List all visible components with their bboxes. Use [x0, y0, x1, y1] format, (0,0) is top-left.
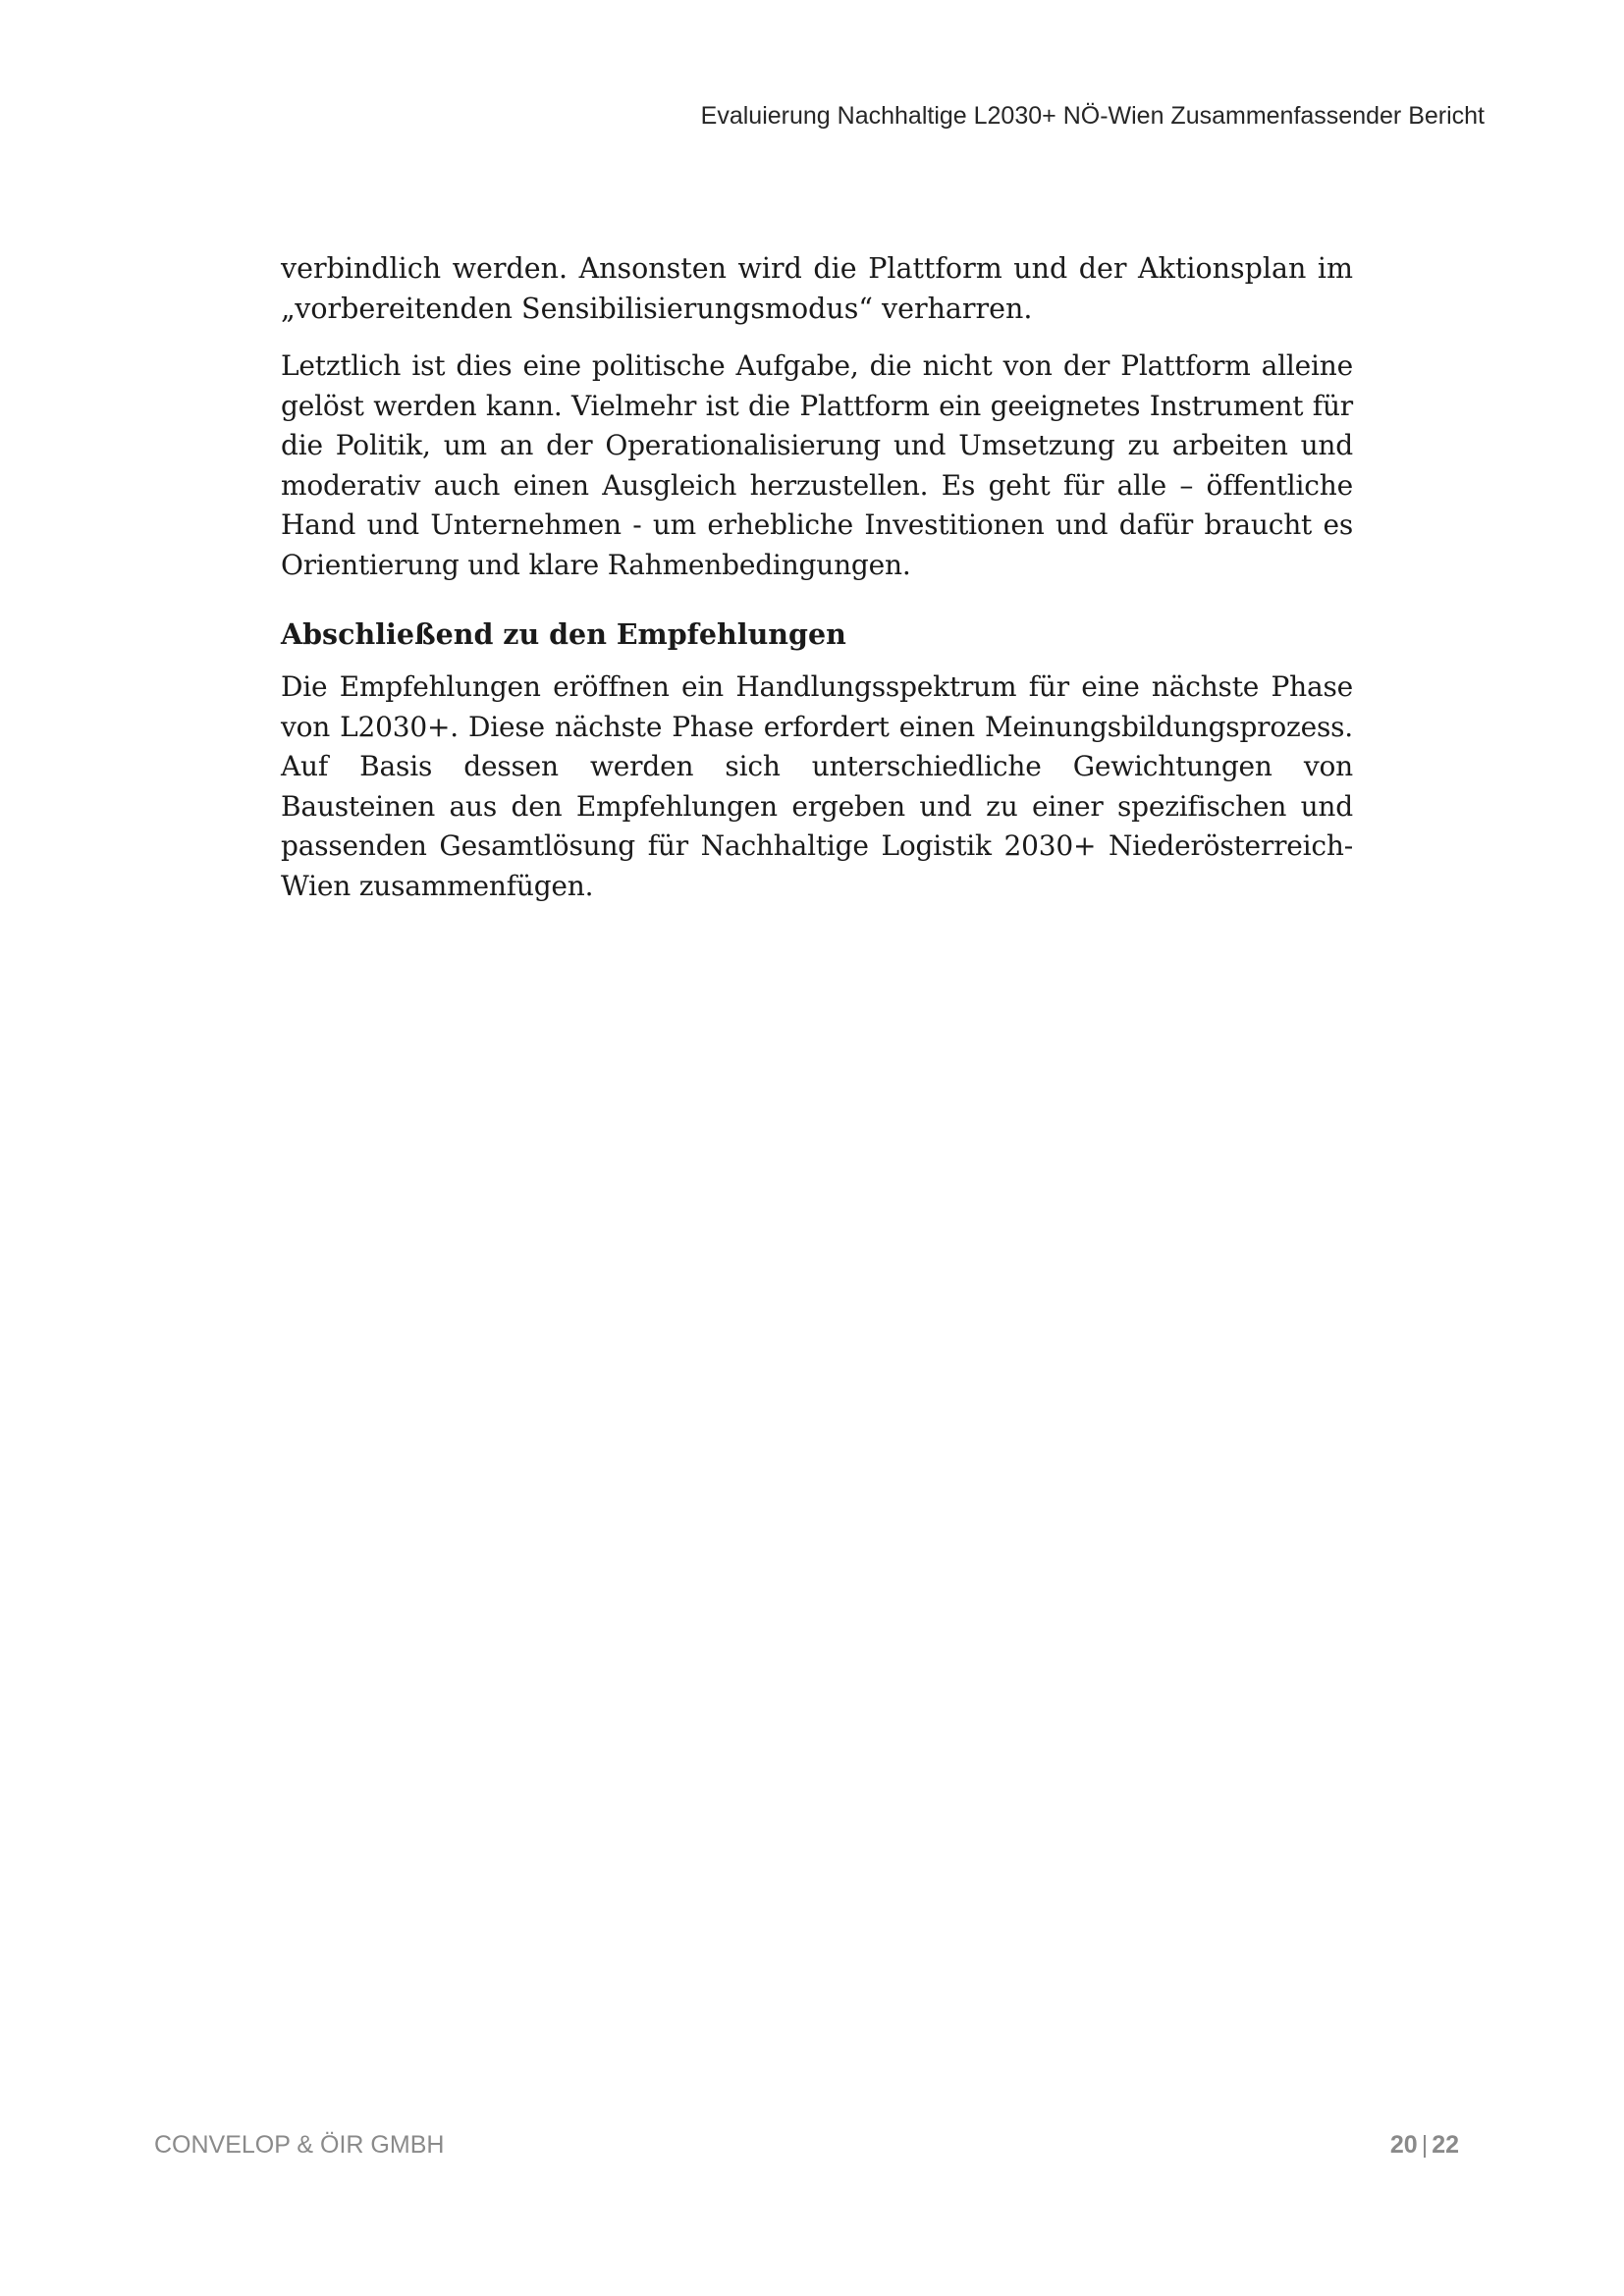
footer-company: CONVELOP & ÖIR GMBH [154, 2131, 445, 2159]
section-heading: Abschließend zu den Empfehlungen [281, 617, 846, 651]
paragraph-political-task: Letztlich ist dies eine politische Aufgabe, die nicht von der Plattform alleine gelöst werden kann. Vielmehr ist die Plattform ein geeignetes Instrument für die Politik, um an der Operationalisierung und Umsetzung zu arbeiten und moderativ auch einen Ausgleich herzustellen. Es geht für alle – öffentliche Hand und Unternehmen - um erhebliche Investitionen und dafür braucht es Orientierung und klare Rahmenbedingungen. [281, 349, 1353, 581]
paragraph-continuation: verbindlich werden. Ansonsten wird die Plattform und der Aktionsplan im „vorbereitenden Sensibilisierungsmodus“ verharren. [281, 252, 1353, 325]
page-total: 22 [1432, 2131, 1459, 2159]
page-separator: | [1421, 2131, 1429, 2159]
page-current: 20 [1389, 2131, 1418, 2159]
running-header: Evaluierung Nachhaltige L2030+ NÖ-Wien Zusammenfassender Bericht [700, 102, 1485, 130]
paragraph-recommendations: Die Empfehlungen eröffnen ein Handlungsspektrum für eine nächste Phase von L2030+. Diese nächste Phase erfordert einen Meinungsbildungsprozess. Auf Basis dessen werden sich unterschiedliche Gewichtungen von Bausteinen aus den Empfehlungen ergeben und zu einer spezifischen und passenden Gesamtlösung für Nachhaltige Logistik 2030+ Niederösterreich-Wien zusammenfügen. [281, 670, 1353, 902]
page-number [1390, 2131, 1459, 2160]
main-body [281, 249, 1353, 924]
